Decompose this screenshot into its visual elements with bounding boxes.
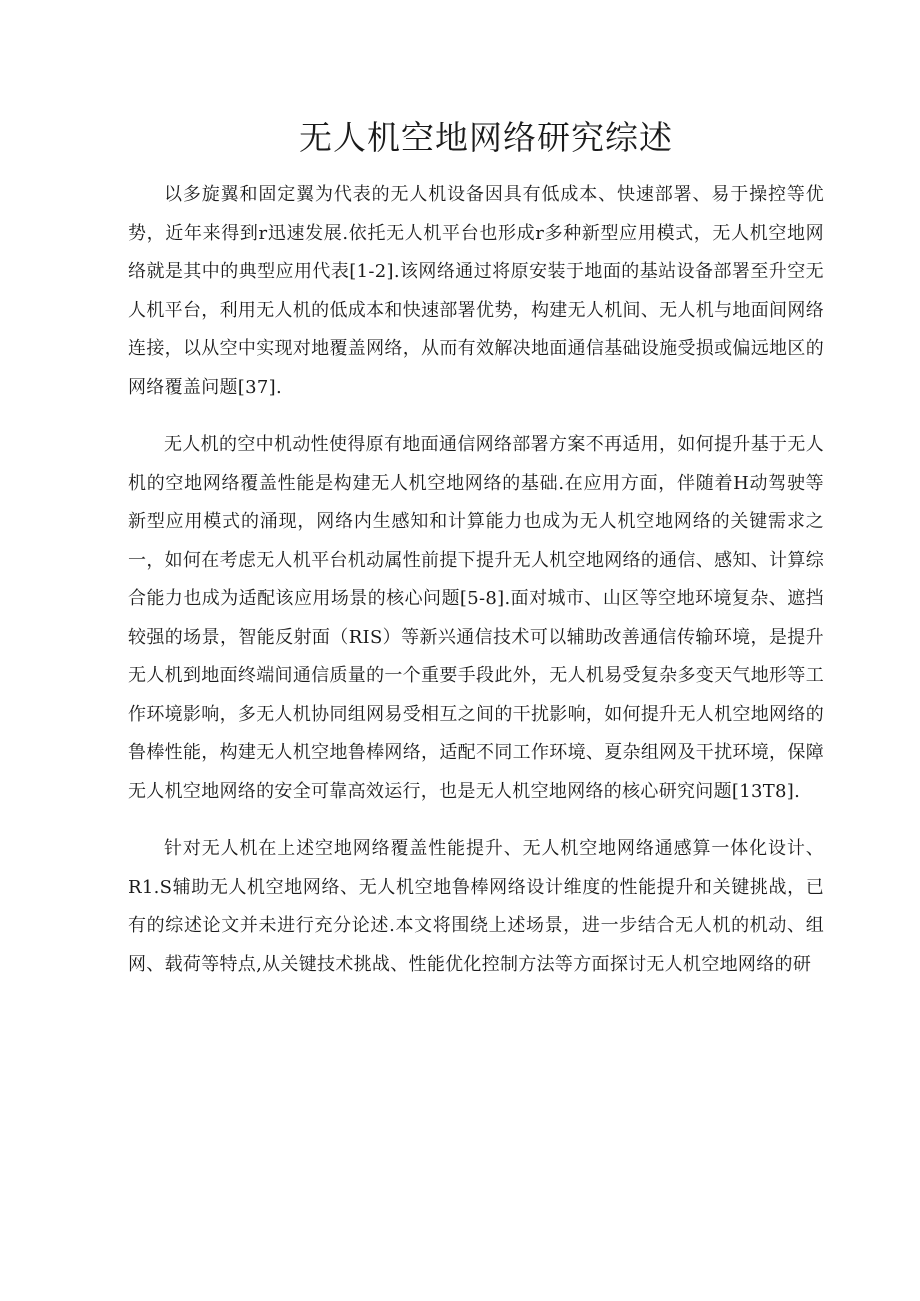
paragraph-scope: 针对无人机在上述空地网络覆盖性能提升、无人机空地网络通感算一体化设计、R1.S辅助无人机空地网络、无人机空地鲁棒网络设计维度的性能提升和关键挑战，已有的综述论文并未进行充分论述.本文将围绕上述场景，进一步结合无人机的机动、组网、载荷等特点,从关键技术挑战、性能优化控制方法等方面探讨无人机空地网络的研 [128,838,824,975]
paragraph-challenges: 无人机的空中机动性使得原有地面通信网络部署方案不再适用，如何提升基于无人机的空地网络覆盖性能是构建无人机空地网络的基础.在应用方面，伴随着H动驾驶等新型应用模式的涌现，网络内生感知和计算能力也成为无人机空地网络的关键需求之一，如何在考虑无人机平台机动属性前提下提升无人机空地网络的通信、感知、计算综合能力也成为适配该应用场景的核心问题[5-8].面对城市、山区等空地环境复杂、遮挡较强的场景，智能反射面（RIS）等新兴通信技术可以辅助改善通信传输环境，是提升无人机到地面终端间通信质量的一个重要手段此外，无人机易受复杂多变天气地形等工作环境影响，多无人机协同组网易受相互之间的干扰影响，如何提升无人机空地网络的鲁棒性能，构建无人机空地鲁棒网络，适配不同工作环境、夏杂组网及干扰环境，保障无人机空地网络的安全可靠高效运行，也是无人机空地网络的核心研究问题[13T8]. [128,434,824,802]
paragraph-intro: 以多旋翼和固定翼为代表的无人机设备因具有低成本、快速部署、易于操控等优势，近年来得到r迅速发展.依托无人机平台也形成r多种新型应用模式，无人机空地网络就是其中的典型应用代表[1-2].该网络通过将原安装于地面的基站设备部署至升空无人机平台，利用无人机的低成本和快速部署优势，构建无人机间、无人机与地面间网络连接，以从空中实现对地覆盖网络，从而有效解决地面通信基础设施受损或偏远地区的网络覆盖问题[37]. [128,184,824,398]
document-title: 无人机空地网络研究综述 [299,118,673,157]
